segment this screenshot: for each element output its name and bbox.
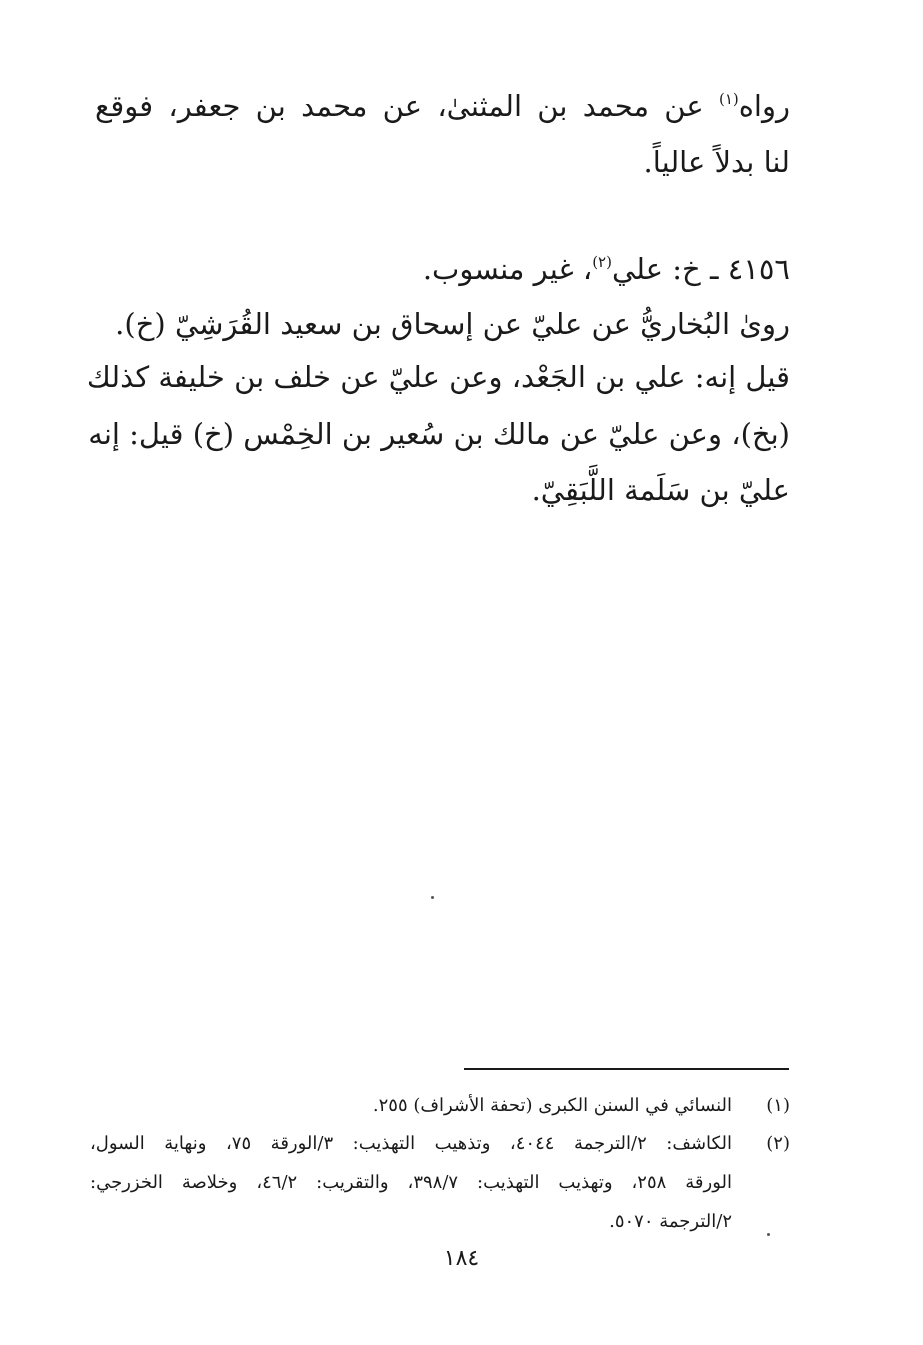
footnote-2-line-1: الكاشف: ٢/الترجمة ٤٠٤٤، وتذهيب التهذيب: ٣/الورقة ٧٥، ونهاية السول، <box>90 1133 732 1154</box>
footnote-1 <box>90 1097 790 1119</box>
body-line-2: لنا بدلاً عالياً. <box>643 145 790 179</box>
body-line-1 <box>95 89 790 123</box>
body-line-1-rest: عن محمد بن المثنىٰ، عن محمد بن جعفر، فوقع <box>95 89 719 123</box>
entry-note: ، غير منسوب. <box>422 252 593 286</box>
footnote-ref-1[interactable]: (١) <box>718 90 739 108</box>
entry-number-and-name: ٤١٥٦ ـ خ: علي <box>611 252 790 286</box>
footnote-1-number: (١) <box>766 1095 790 1116</box>
footnote-2-cont-1 <box>90 1174 790 1196</box>
footnote-1-text: النسائي في السنن الكبرى (تحفة الأشراف) ٢٥٥. <box>372 1095 732 1116</box>
footnote-2-line-2: الورقة ٢٥٨، وتهذيب التهذيب: ٣٩٨/٧، والتقريب: ٤٦/٢، وخلاصة الخزرجي: <box>90 1172 732 1193</box>
entry-heading <box>95 252 790 286</box>
paragraph-line-3: (بخ)، وعن عليّ عن مالك بن سُعير بن الخِمْس (خ) قيل: إنه <box>88 417 790 451</box>
body-line-1-start: رواه <box>738 89 790 123</box>
footnote-2-number: (٢) <box>766 1133 790 1154</box>
paragraph-line-2: قيل إنه: علي بن الجَعْد، وعن عليّ عن خلف بن خليفة كذلك <box>86 360 790 394</box>
footnote-2-cont-2 <box>90 1213 790 1235</box>
paragraph-line-1: روىٰ البُخاريُّ عن عليّ عن إسحاق بن سعيد القُرَشِيّ (خ). <box>115 307 790 341</box>
page-number: ١٨٤ <box>443 1246 480 1271</box>
paragraph-line-4: عليّ بن سَلَمة اللَّبَقِيّ. <box>531 473 790 507</box>
footnote-2-line-3: ٢/الترجمة ٥٠٧٠. <box>609 1211 732 1232</box>
footnote-separator <box>464 1068 789 1070</box>
print-speck <box>431 896 434 899</box>
footnote-ref-2[interactable]: (٢) <box>592 253 612 271</box>
footnote-2 <box>90 1135 790 1157</box>
